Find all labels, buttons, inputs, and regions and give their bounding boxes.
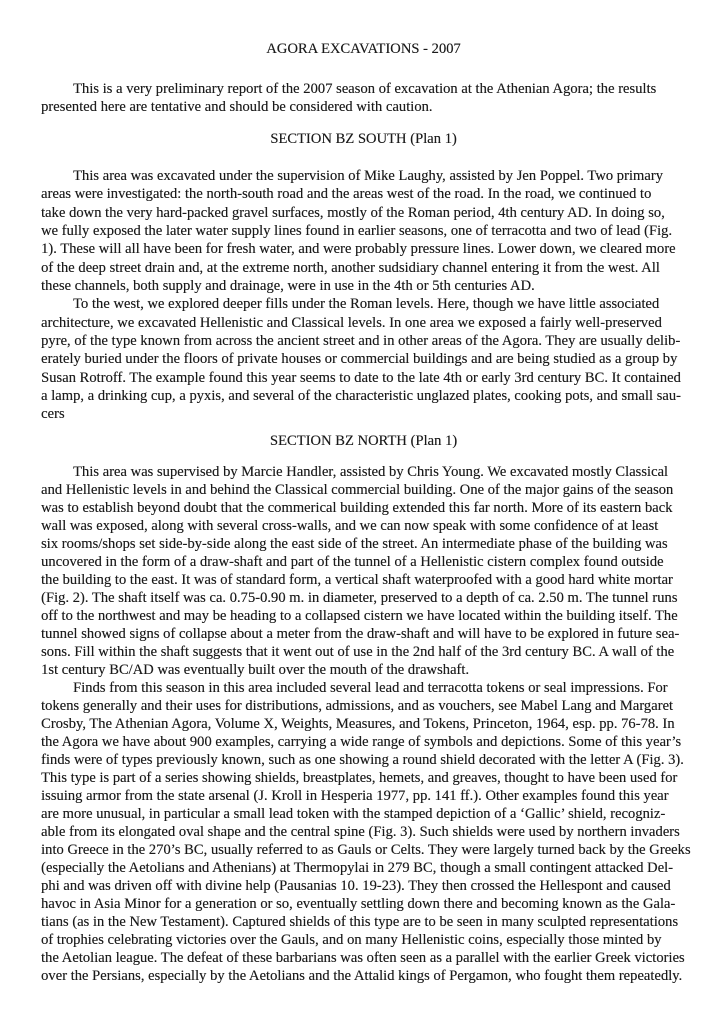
text-line: a lamp, a drinking cup, a pyxis, and several of the characteristic unglazed plates, cooking pots, and small sau- (41, 387, 681, 404)
text-line: presented here are tentative and should be considered with caution. (41, 99, 433, 116)
text-line: was to establish beyond doubt that the commerical building extended this far north. More of its eastern back (41, 500, 673, 517)
text-line: tunnel showed signs of collapse about a meter from the draw-shaft and will have to be explored in future sea- (41, 626, 680, 643)
text-line: of trophies celebrating victories over the Gauls, and on many Hellenistic coins, especially those minted by (41, 932, 662, 949)
text-line: wall was exposed, along with several cross-walls, and we can now speak with some confidence of at least (41, 518, 659, 535)
text-line: To the west, we explored deeper fills under the Roman levels. Here, though we have little associated (73, 296, 660, 313)
bz-north-paragraph-2 (41, 679, 691, 985)
intro-paragraph (41, 80, 686, 117)
text-line: (especially the Aetolians and Athenians) at Thermopylai in 279 BC, though a small contingent attacked Del- (41, 860, 673, 877)
text-line: issuing armor from the state arsenal (J. Kroll in Hesperia 1977, pp. 141 ff.). Other examples found this year (41, 788, 669, 805)
text-line: This area was excavated under the supervision of Mike Laughy, assisted by Jen Poppel. Two primary (73, 167, 663, 184)
section-heading-bz-south: SECTION BZ SOUTH (Plan 1) (270, 130, 457, 147)
text-line: erately buried under the floors of private houses or commercial buildings and are being studied as a group by (41, 351, 678, 368)
text-line: off to the northwest and may be heading to a collapsed cistern we have located within the building itself. The (41, 608, 678, 625)
text-line: This type is part of a series showing shields, breastplates, hemets, and greaves, thought to have been used for (41, 770, 678, 787)
text-line: able from its elongated oval shape and the central spine (Fig. 3). Such shields were used by northern invaders (41, 824, 680, 841)
text-line: This area was supervised by Marcie Handler, assisted by Chris Young. We excavated mostly Classical (73, 464, 668, 481)
text-line: the Aetolian league. The defeat of these barbarians was often seen as a parallel with the earlier Greek victories (41, 950, 685, 967)
text-line: cers (41, 406, 65, 423)
text-line: pyre, of the type known from across the ancient street and in other areas of the Agora. They are usually delib- (41, 332, 681, 349)
text-line: of the deep street drain and, at the extreme north, another sudsidiary channel entering it from the west. All (41, 259, 660, 276)
bz-north-paragraph-1 (41, 463, 686, 679)
text-line: six rooms/shops set side-by-side along the east side of the street. An intermediate phase of the building was (41, 536, 668, 553)
text-line: finds were of types previously known, such as one showing a round shield decorated with the letter A (Fig. 3). (41, 752, 684, 769)
text-line: areas were investigated: the north-south road and the areas west of the road. In the road, we continued to (41, 186, 652, 203)
bz-south-paragraph-2 (41, 295, 686, 423)
text-line: over the Persians, especially by the Aetolians and the Attalid kings of Pergamon, who fought them repeatedly. (41, 968, 683, 985)
text-line: the building to the east. It was of standard form, a vertical shaft waterproofed with a good hard white mortar (41, 572, 673, 589)
text-line: Crosby, The Athenian Agora, Volume X, Weights, Measures, and Tokens, Princeton, 1964, esp. pp. 76-78. In (41, 716, 675, 733)
text-line: 1st century BC/AD was eventually built over the mouth of the drawshaft. (41, 662, 469, 679)
text-line: the Agora we have about 900 examples, carrying a wide range of symbols and depictions. Some of this year’s (41, 734, 682, 751)
text-line: phi and was driven off with divine help (Pausanias 10. 19-23). They then crossed the Hellespont and caused (41, 878, 671, 895)
text-line: into Greece in the 270’s BC, usually referred to as Gauls or Celts. They were largely turned back by the Greeks (41, 842, 691, 859)
text-line: are more unusual, in particular a small lead token with the stamped depiction of a ‘Gallic’ shield, recogniz- (41, 806, 666, 823)
text-line: architecture, we excavated Hellenistic and Classical levels. In one area we exposed a fairly well-preserved (41, 314, 662, 331)
bz-south-paragraph-1 (41, 167, 686, 295)
text-line: and Hellenistic levels in and behind the Classical commercial building. One of the major gains of the season (41, 482, 674, 499)
text-line: (Fig. 2). The shaft itself was ca. 0.75-0.90 m. in diameter, preserved to a depth of ca. 2.50 m. The tunnel runs (41, 590, 678, 607)
text-line: tokens generally and their uses for distributions, admissions, and as vouchers, see Mabel Lang and Margaret (41, 698, 673, 715)
text-line: Finds from this season in this area included several lead and terracotta tokens or seal impressions. For (73, 680, 668, 697)
text-line: uncovered in the form of a draw-shaft and part of the tunnel of a Hellenistic cistern complex found outside (41, 554, 664, 571)
text-line: This is a very preliminary report of the 2007 season of excavation at the Athenian Agora; the results (73, 81, 657, 98)
text-line: take down the very hard-packed gravel surfaces, mostly of the Roman period, 4th century AD. In doing so, (41, 204, 665, 221)
text-line: sons. Fill within the shaft suggests that it went out of use in the 2nd half of the 3rd century BC. A wall of the (41, 644, 675, 661)
section-heading-bz-north: SECTION BZ NORTH (Plan 1) (269, 432, 458, 449)
text-line: havoc in Asia Minor for a generation or so, eventually settling down there and becoming known as the Gala- (41, 896, 676, 913)
text-line: Susan Rotroff. The example found this year seems to date to the late 4th or early 3rd century BC. It contained (41, 369, 681, 386)
text-line: 1). These will all have been for fresh water, and were probably pressure lines. Lower down, we cleared more (41, 241, 676, 258)
text-line: tians (as in the New Testament). Captured shields of this type are to be seen in many sculpted representations (41, 914, 679, 931)
page-title: AGORA EXCAVATIONS - 2007 (266, 41, 461, 57)
text-line: we fully exposed the later water supply lines found in earlier seasons, one of terracotta and two of lead (Fig. (41, 222, 672, 239)
text-line: these channels, both supply and drainage, were in use in the 4th or 5th centuries AD. (41, 277, 535, 294)
